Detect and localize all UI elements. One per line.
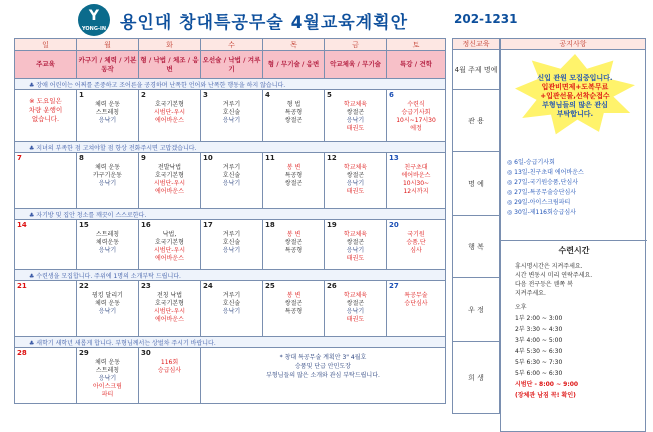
cell-line: 10시~17시30 bbox=[396, 117, 436, 124]
cell-lines bbox=[203, 101, 260, 125]
cell-lines bbox=[203, 292, 260, 316]
notice-row bbox=[15, 270, 446, 281]
cell-line: 호국기본형 bbox=[155, 239, 184, 246]
subject-3: 오선술 / 낙법 / 겨루기 bbox=[201, 51, 263, 79]
cell-line: 쌍절곤 bbox=[284, 180, 303, 187]
star-banner-text bbox=[521, 74, 629, 119]
day-cell bbox=[201, 281, 263, 337]
day-cell bbox=[15, 153, 77, 209]
cell-line: 체력 운동 bbox=[94, 164, 121, 171]
cell-lines bbox=[141, 231, 198, 263]
day-cell bbox=[139, 220, 201, 270]
cell-lines bbox=[203, 164, 260, 188]
cell-lines bbox=[389, 292, 443, 308]
cell-line: 체력 운동 bbox=[94, 101, 121, 108]
cell-line: 없습니다. bbox=[31, 115, 60, 123]
cell-line: 응낙기 bbox=[98, 308, 117, 315]
cell-line: 체력 운동 bbox=[94, 359, 121, 366]
day-header-1: 월 bbox=[77, 39, 139, 51]
education-item: 4월 주제 명예 bbox=[452, 50, 500, 90]
cell-line: 응낙기 bbox=[346, 117, 365, 124]
day-number: 14 bbox=[17, 221, 27, 229]
schedule-item: ◎ 30일-제116회승급심사 bbox=[507, 209, 576, 216]
cell-lines bbox=[327, 164, 384, 196]
day-number: 18 bbox=[265, 221, 275, 229]
subject-row bbox=[15, 51, 446, 79]
day-cell bbox=[325, 220, 387, 270]
cell-lines bbox=[327, 292, 384, 324]
cell-line: 학교체육 bbox=[343, 292, 368, 299]
cell-lines bbox=[141, 101, 198, 125]
cell-lines bbox=[265, 101, 322, 125]
day-number: 4 bbox=[265, 91, 270, 99]
subject-4: 형 / 무기술 / 응변 bbox=[263, 51, 325, 79]
period-item: 5부 6:30 ~ 7:30 bbox=[515, 359, 563, 366]
cell-line: 파티 bbox=[101, 391, 114, 398]
cell-line: 116회 bbox=[160, 359, 179, 366]
period-item: 5부 6:00 ~ 6:30 bbox=[515, 370, 563, 377]
week-row bbox=[15, 220, 446, 270]
cell-line: 국기원 bbox=[407, 231, 425, 238]
day-number: 2 bbox=[141, 91, 146, 99]
cell-line: 쌍절곤 bbox=[346, 239, 365, 246]
day-number: 19 bbox=[327, 221, 337, 229]
day-number: 28 bbox=[17, 349, 27, 357]
sidebar-header bbox=[452, 38, 646, 50]
day-number: 11 bbox=[265, 154, 275, 162]
day-number: 30 bbox=[141, 349, 151, 357]
star-line: 신입 관원 모집중입니다. bbox=[537, 74, 613, 82]
cell-line: 에어바운스 bbox=[155, 316, 184, 323]
cell-line: 태권도 bbox=[346, 316, 365, 323]
day-number: 27 bbox=[389, 282, 399, 290]
cell-line: 10시30~ bbox=[402, 180, 430, 187]
day-cell bbox=[139, 348, 201, 404]
cell-line: 응낙기 bbox=[346, 180, 365, 187]
day-number: 12 bbox=[327, 154, 337, 162]
sidebar-body bbox=[452, 50, 646, 432]
cell-lines bbox=[79, 101, 136, 125]
day-cell bbox=[263, 220, 325, 270]
cell-line: 에어바운스 bbox=[401, 172, 431, 179]
cell-lines bbox=[389, 231, 443, 255]
education-item: 행 복 bbox=[452, 216, 500, 278]
cell-line: 응낙기 bbox=[222, 247, 241, 254]
cell-line: 응낙기 bbox=[98, 117, 117, 124]
cell-line: 응낙기 bbox=[98, 180, 117, 187]
day-cell bbox=[325, 90, 387, 142]
day-number: 17 bbox=[203, 221, 213, 229]
schedule-item: ◎ 27일-특공무술승단심사 bbox=[507, 189, 577, 196]
schedule-item: ◎ 6일-승급기사회 bbox=[507, 159, 555, 166]
cell-line: 쌍절곤 bbox=[346, 109, 365, 116]
day-number: 29 bbox=[79, 349, 89, 357]
day-number: 23 bbox=[141, 282, 151, 290]
day-number: 13 bbox=[389, 154, 399, 162]
cell-line: 전발낙법 bbox=[157, 164, 182, 171]
day-cell bbox=[263, 281, 325, 337]
day-cell bbox=[387, 90, 446, 142]
notice-text: ♣ 수련생을 모집합니다. 주위에 1명의 소개부탁 드립니다. bbox=[15, 270, 446, 281]
cell-line: 친구초대 bbox=[404, 164, 428, 171]
logo-text: YONG-IN bbox=[81, 26, 107, 32]
day-number: 5 bbox=[327, 91, 332, 99]
day-cell bbox=[139, 281, 201, 337]
cell-line: 에어바운스 bbox=[155, 117, 184, 124]
day-header-2: 화 bbox=[139, 39, 201, 51]
cell-line: 승품,단 bbox=[406, 239, 426, 246]
day-cell bbox=[139, 153, 201, 209]
cell-line: 스트레칭 bbox=[95, 231, 120, 238]
cell-line: 시범단-우시 bbox=[153, 247, 186, 254]
cell-line: 응낙기 bbox=[222, 308, 241, 315]
cell-line: 쌍절곤 bbox=[284, 239, 303, 246]
cell-line: 쌍절곤 bbox=[346, 172, 365, 179]
notice-row bbox=[15, 79, 446, 90]
subject-6: 특강 / 견학 bbox=[387, 51, 446, 79]
training-note: 다음 전구등은 웬쪽 복 bbox=[515, 281, 573, 288]
schedule-list bbox=[507, 158, 584, 218]
cell-line: 응낙기 bbox=[98, 375, 117, 382]
cell-line: 겨루기 bbox=[222, 292, 241, 299]
day-cell bbox=[15, 90, 77, 142]
periods-label: 오후 bbox=[515, 304, 527, 311]
notice-text: ♣ 자기방 및 집안 청소를 깨끗이 스스로한다. bbox=[15, 209, 446, 220]
cell-lines bbox=[79, 292, 136, 316]
notice-row bbox=[15, 209, 446, 220]
period-item: 2부 3:30 ~ 4:30 bbox=[515, 326, 563, 333]
period-item: 4부 5:30 ~ 6:30 bbox=[515, 348, 563, 355]
schedule-item: ◎ 29일-아이스크림파티 bbox=[507, 199, 571, 206]
cell-lines bbox=[265, 292, 322, 316]
education-header: 정신교육 bbox=[452, 38, 500, 50]
cell-line: 학교체육 bbox=[343, 101, 368, 108]
day-cell bbox=[77, 90, 139, 142]
day-cell bbox=[387, 281, 446, 337]
training-note: 휴시명시간은 지켜주세요. bbox=[515, 263, 583, 270]
training-note: 지켜주세요. bbox=[515, 290, 546, 297]
day-cell bbox=[387, 220, 446, 270]
day-number: 6 bbox=[389, 91, 394, 99]
bottom-note-line: * 창대 특공무술 계획안 3" 4월호 bbox=[279, 354, 367, 361]
notice-text: ♣ 장애 어린이는 어쩌를 존중하고 조어른을 공경하며 난폭한 언어와 난폭한 행동을 하지 않습니다. bbox=[15, 79, 446, 90]
cell-line: 차량 운행이 bbox=[28, 106, 63, 114]
cell-line: 시범단-우시 bbox=[153, 109, 186, 116]
day-cell bbox=[325, 281, 387, 337]
cell-line: 태권도 bbox=[346, 188, 365, 195]
notice-header: 공지사항 bbox=[500, 38, 646, 50]
cell-lines bbox=[141, 292, 198, 324]
cell-line: 특공무술 bbox=[404, 292, 428, 299]
cell-line: 카구기운동 bbox=[93, 172, 122, 179]
page-title: 용인대 창대특공무술 4월교육계획안 bbox=[120, 13, 408, 33]
training-notes bbox=[515, 262, 592, 298]
cell-line: 특공형 bbox=[284, 247, 303, 254]
cell-line: 체력 운동 bbox=[94, 300, 121, 307]
cell-line: 에정 bbox=[410, 125, 422, 132]
day-header-6: 토 bbox=[387, 39, 446, 51]
cell-line: 승급기사회 bbox=[401, 109, 431, 116]
cell-lines bbox=[327, 231, 384, 263]
cell-line: 겨루기 bbox=[222, 164, 241, 171]
education-column bbox=[452, 50, 500, 432]
cell-line: 승단심사 bbox=[404, 300, 428, 307]
day-header-5: 금 bbox=[325, 39, 387, 51]
demo-team-time: 시범단 - 8:00 ~ 9:00 bbox=[515, 381, 579, 388]
week-row bbox=[15, 281, 446, 337]
cell-line: 호국기본형 bbox=[155, 300, 184, 307]
bottom-note-line: 승품및 단급 안민도장 bbox=[295, 363, 351, 370]
education-item: 우 정 bbox=[452, 278, 500, 342]
cell-lines bbox=[79, 231, 136, 255]
week-row bbox=[15, 90, 446, 142]
day-cell bbox=[201, 90, 263, 142]
cell-line: 봉 변 bbox=[286, 164, 301, 171]
cell-line: 승급심사 bbox=[157, 367, 182, 374]
logo-letter: Y bbox=[88, 8, 100, 24]
cell-line: 태권도 bbox=[346, 255, 365, 262]
star-line: 부탁합니다. bbox=[556, 110, 594, 118]
phone-number: 202-1231 bbox=[454, 12, 518, 26]
day-header-row bbox=[15, 39, 446, 51]
day-cell bbox=[15, 348, 77, 404]
cell-lines bbox=[141, 359, 198, 375]
cell-line: 겨루기 bbox=[222, 231, 241, 238]
subject-5: 악교체육 / 무기술 bbox=[325, 51, 387, 79]
cell-lines bbox=[79, 359, 136, 399]
calendar-table bbox=[14, 38, 446, 404]
day-number: 15 bbox=[79, 221, 89, 229]
week-row bbox=[15, 348, 446, 404]
day-cell bbox=[15, 281, 77, 337]
notice-row bbox=[15, 337, 446, 348]
cell-line: 체력운동 bbox=[95, 239, 120, 246]
day-cell bbox=[201, 153, 263, 209]
day-number: 9 bbox=[141, 154, 146, 162]
day-cell bbox=[15, 220, 77, 270]
day-cell bbox=[201, 220, 263, 270]
day-number: 3 bbox=[203, 91, 208, 99]
day-number: 10 bbox=[203, 154, 213, 162]
cell-line: 호국기본형 bbox=[155, 172, 184, 179]
day-cell bbox=[263, 153, 325, 209]
cell-line: 시범단-우시 bbox=[153, 308, 186, 315]
cell-line: 스트레칭 bbox=[95, 109, 120, 116]
day-cell bbox=[139, 90, 201, 142]
demo-team-note: (장체관 남짐 꼭! 확인) bbox=[515, 392, 576, 399]
cell-line: 쌍절곤 bbox=[284, 300, 303, 307]
day-number: 8 bbox=[79, 154, 84, 162]
cell-line: 심사 bbox=[410, 247, 422, 254]
cell-lines bbox=[265, 231, 322, 255]
cell-lines bbox=[203, 231, 260, 255]
notice-row bbox=[15, 142, 446, 153]
cell-line: 전칭 낙법 bbox=[156, 292, 183, 299]
cell-line: 12시까지 bbox=[403, 188, 429, 195]
cell-lines bbox=[17, 97, 74, 124]
bottom-note bbox=[203, 353, 443, 380]
day-header-0: 일 bbox=[15, 39, 77, 51]
bottom-note-line: 부형님들의 많은 소개와 관심 부탁드립니다. bbox=[266, 372, 380, 379]
day-number: 22 bbox=[79, 282, 89, 290]
training-time-title: 수련시간 bbox=[501, 240, 647, 256]
cell-line: 응낙기 bbox=[222, 117, 241, 124]
schedule-item: ◎ 13일-친구초대 에어바운스 bbox=[507, 169, 584, 176]
cell-lines bbox=[79, 164, 136, 188]
notice-text: ♣ 지녀의 부족한 점 고쳐야할 점 항상 전화주시면 고맙겠습니다. bbox=[15, 142, 446, 153]
day-cell bbox=[77, 220, 139, 270]
day-cell bbox=[387, 153, 446, 209]
cell-lines bbox=[327, 101, 384, 133]
bottom-note-cell bbox=[201, 348, 446, 404]
cell-line: 수련식 bbox=[407, 101, 425, 108]
day-number: 1 bbox=[79, 91, 84, 99]
cell-line: 호국기본형 bbox=[155, 101, 184, 108]
education-item: 관 용 bbox=[452, 90, 500, 152]
subject-2: 형 / 낙법 / 체조 / 응변 bbox=[139, 51, 201, 79]
cell-line: 학교체육 bbox=[343, 164, 368, 171]
cell-line: 응낙기 bbox=[222, 180, 241, 187]
cell-line: 스트레칭 bbox=[95, 367, 120, 374]
cell-line: 형 법 bbox=[286, 101, 301, 108]
week-row bbox=[15, 153, 446, 209]
day-number: 20 bbox=[389, 221, 399, 229]
cell-line: 응낙기 bbox=[346, 247, 365, 254]
cell-line: ※ 도요일은 bbox=[29, 97, 62, 105]
cell-line: 시범단-우시 bbox=[153, 180, 186, 187]
cell-line: 호신술 bbox=[222, 172, 241, 179]
day-number: 16 bbox=[141, 221, 151, 229]
cell-line: 아이스크림 bbox=[93, 383, 122, 390]
cell-line: 특공형 bbox=[284, 308, 303, 315]
day-number: 25 bbox=[265, 282, 275, 290]
cell-line: 에어바운스 bbox=[155, 255, 184, 262]
day-header-4: 목 bbox=[263, 39, 325, 51]
day-cell bbox=[77, 348, 139, 404]
period-item: 1부 2:00 ~ 3:00 bbox=[515, 315, 563, 322]
cell-line: 쌍절곤 bbox=[284, 117, 303, 124]
cell-line: 태권도 bbox=[346, 125, 365, 132]
header bbox=[0, 0, 653, 38]
cell-line: 특공형 bbox=[284, 109, 303, 116]
academy-logo bbox=[78, 4, 110, 36]
day-number: 21 bbox=[17, 282, 27, 290]
period-item: 3부 4:00 ~ 5:00 bbox=[515, 337, 563, 344]
day-cell bbox=[77, 281, 139, 337]
day-cell bbox=[325, 153, 387, 209]
subject-0: 주교육 bbox=[15, 51, 77, 79]
cell-line: 호신술 bbox=[222, 239, 241, 246]
period-list bbox=[515, 302, 578, 401]
star-line: 입관비면제+도복무료 bbox=[541, 83, 609, 91]
education-item: 명 예 bbox=[452, 152, 500, 216]
cell-line: 호신술 bbox=[222, 109, 241, 116]
cell-line: 꿩킹 달리기 bbox=[92, 292, 123, 299]
cell-line: 봉 변 bbox=[286, 231, 301, 238]
cell-line: 학교체육 bbox=[343, 231, 368, 238]
cell-line: 겨루기 bbox=[222, 101, 241, 108]
star-line: 부형님들의 많은 관심 bbox=[542, 101, 608, 109]
cell-line: 응낙기 bbox=[346, 308, 365, 315]
day-number: 24 bbox=[203, 282, 213, 290]
cell-lines bbox=[389, 164, 443, 196]
training-note: 시간 변동시 미리 연락주세요. bbox=[515, 272, 593, 279]
cell-line: 응낙기 bbox=[98, 247, 117, 254]
subject-1: 카구기 / 체력 / 기본동작 bbox=[77, 51, 139, 79]
day-cell bbox=[263, 90, 325, 142]
cell-lines bbox=[265, 164, 322, 188]
schedule-item: ◎ 27일-국기원승품,단심사 bbox=[507, 179, 579, 186]
cell-line: 호신술 bbox=[222, 300, 241, 307]
cell-line: 낙법, bbox=[162, 231, 177, 238]
star-line: +입관선물,선착순접수 bbox=[540, 92, 610, 100]
education-item: 희 생 bbox=[452, 342, 500, 414]
notice-column bbox=[500, 50, 646, 432]
cell-line: 쌍절곤 bbox=[346, 300, 365, 307]
day-number: 7 bbox=[17, 154, 22, 162]
cell-lines bbox=[141, 164, 198, 196]
sidebar bbox=[452, 38, 646, 432]
cell-line: 봉 변 bbox=[286, 292, 301, 299]
day-header-3: 수 bbox=[201, 39, 263, 51]
cell-lines bbox=[389, 101, 443, 133]
cell-line: 에어바운스 bbox=[155, 188, 184, 195]
day-number: 26 bbox=[327, 282, 337, 290]
day-cell bbox=[77, 153, 139, 209]
notice-text: ♣ 새학기 새학년 새롭게 합니다. 부형님께서는 상벌차 주시기 바랍니다. bbox=[15, 337, 446, 348]
cell-line: 특공형 bbox=[284, 172, 303, 179]
